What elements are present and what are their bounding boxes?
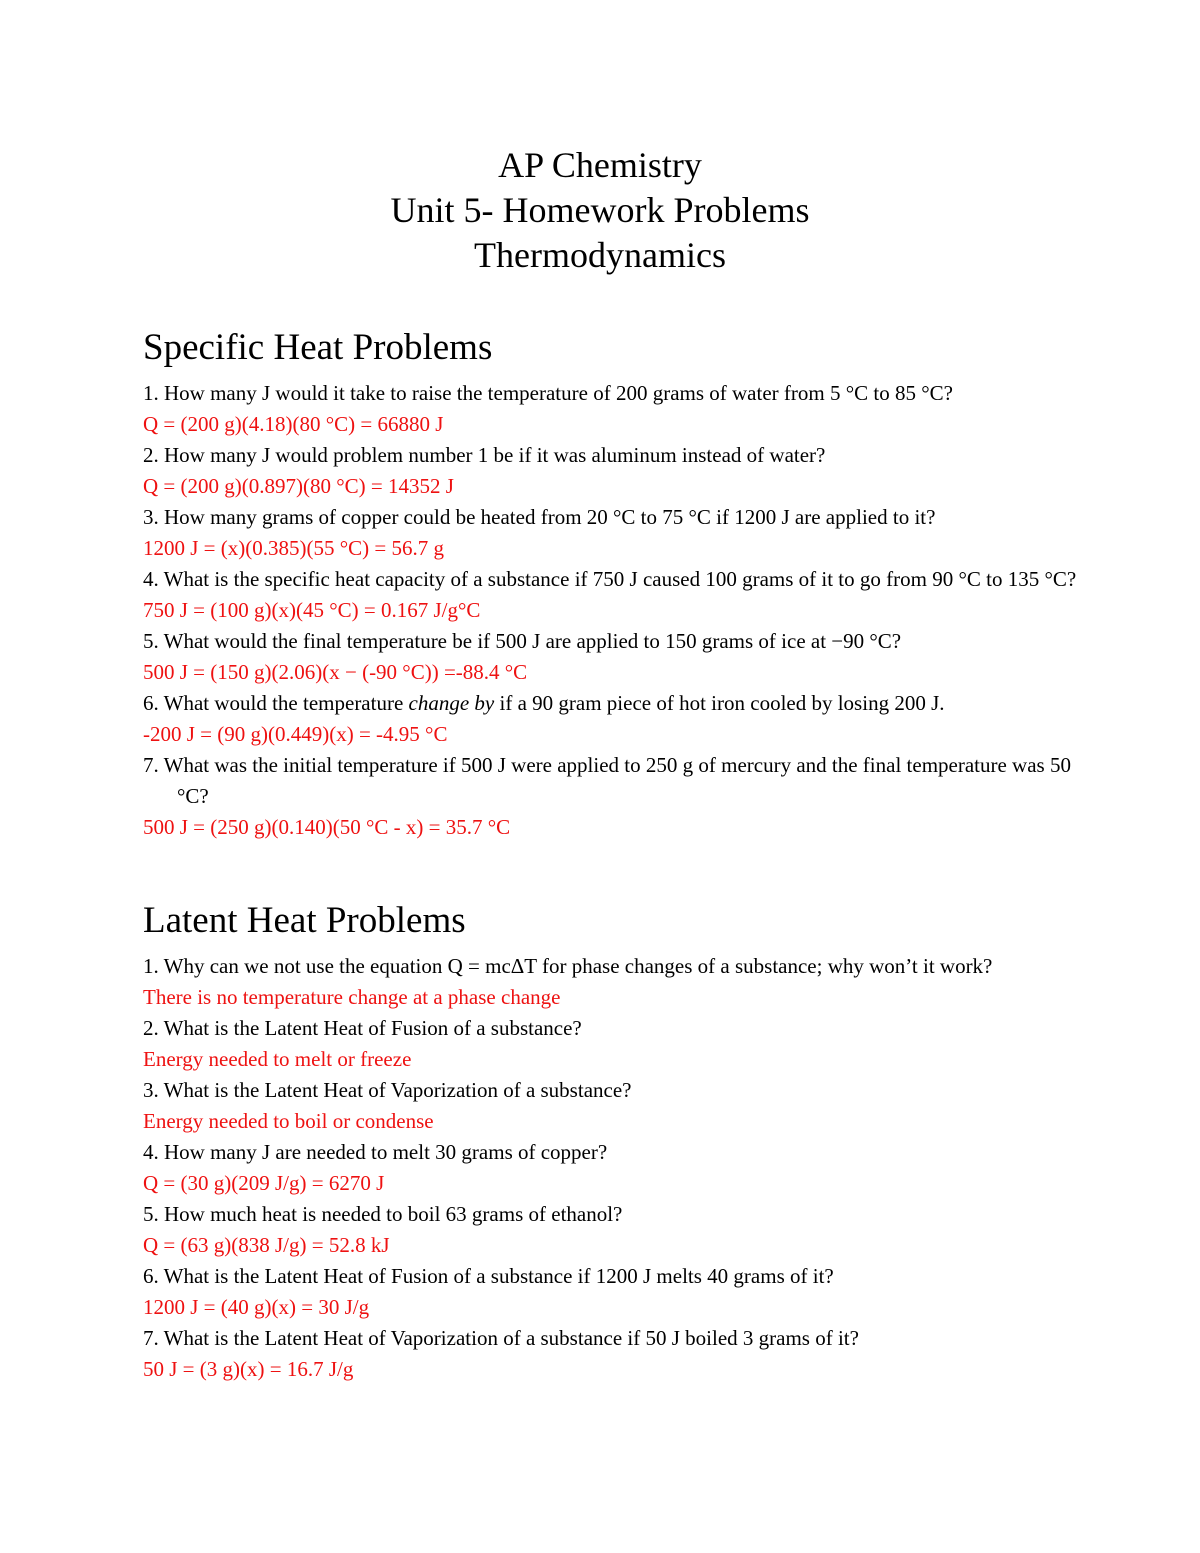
answer-4: 750 J = (100 g)(x)(45 °C) = 0.167 J/g°C (143, 598, 481, 622)
question-5: 5. How much heat is needed to boil 63 grams of ethanol? (143, 1202, 623, 1226)
question-3: 3. How many grams of copper could be heated from 20 °C to 75 °C if 1200 J are applied to it? (143, 505, 936, 529)
answer-6: -200 J = (90 g)(0.449)(x) = -4.95 °C (143, 722, 448, 746)
topic-title: Thermodynamics (474, 235, 726, 275)
answer-5: Q = (63 g)(838 J/g) = 52.8 kJ (143, 1233, 390, 1257)
answer-7: 50 J = (3 g)(x) = 16.7 J/g (143, 1357, 354, 1381)
course-title: AP Chemistry (498, 145, 702, 185)
question-6-emphasis: change by (408, 691, 495, 715)
answer-4: Q = (30 g)(209 J/g) = 6270 J (143, 1171, 385, 1195)
question-3: 3. What is the Latent Heat of Vaporization of a substance? (143, 1078, 632, 1102)
answer-1: There is no temperature change at a phase change (143, 985, 561, 1009)
question-1: 1. How many J would it take to raise the temperature of 200 grams of water from 5 °C to 85 °C? (143, 381, 953, 405)
specific-heat-section (143, 326, 1083, 843)
question-2: 2. What is the Latent Heat of Fusion of a substance? (143, 1016, 582, 1040)
section-heading: Specific Heat Problems (143, 327, 493, 368)
unit-title: Unit 5- Homework Problems (390, 190, 810, 230)
title-block (0, 143, 1200, 278)
question-4: 4. How many J are needed to melt 30 grams of copper? (143, 1140, 608, 1164)
latent-heat-section (143, 899, 1083, 1385)
question-5: 5. What would the final temperature be if 500 J are applied to 150 grams of ice at −90 °C? (143, 629, 902, 653)
question-7: 7. What is the Latent Heat of Vaporization of a substance if 50 J boiled 3 grams of it? (143, 1326, 859, 1350)
question-6-text-end: if a 90 gram piece of hot iron cooled by losing 200 J. (494, 691, 945, 715)
answer-2: Energy needed to melt or freeze (143, 1047, 412, 1071)
answer-5: 500 J = (150 g)(2.06)(x − (-90 °C)) =-88.4 °C (143, 660, 528, 684)
question-6: 6. What is the Latent Heat of Fusion of a substance if 1200 J melts 40 grams of it? (143, 1264, 834, 1288)
section-heading: Latent Heat Problems (143, 900, 466, 941)
question-6-text-start: 6. What would the temperature (143, 691, 409, 715)
answer-3: 1200 J = (x)(0.385)(55 °C) = 56.7 g (143, 536, 444, 560)
question-1: 1. Why can we not use the equation Q = mcΔT for phase changes of a substance; why won’t it work? (143, 954, 993, 978)
question-2: 2. How many J would problem number 1 be if it was aluminum instead of water? (143, 443, 826, 467)
question-7: 7. What was the initial temperature if 500 J were applied to 250 g of mercury and the final temperature was 50 °C? (143, 753, 1071, 808)
answer-7: 500 J = (250 g)(0.140)(50 °C - x) = 35.7 °C (143, 815, 511, 839)
question-6 (143, 688, 1083, 719)
answer-2: Q = (200 g)(0.897)(80 °C) = 14352 J (143, 474, 454, 498)
answer-3: Energy needed to boil or condense (143, 1109, 434, 1133)
answer-6: 1200 J = (40 g)(x) = 30 J/g (143, 1295, 370, 1319)
answer-1: Q = (200 g)(4.18)(80 °C) = 66880 J (143, 412, 444, 436)
question-4: 4. What is the specific heat capacity of a substance if 750 J caused 100 grams of it to go from 90 °C to 135 °C? (143, 567, 1077, 591)
